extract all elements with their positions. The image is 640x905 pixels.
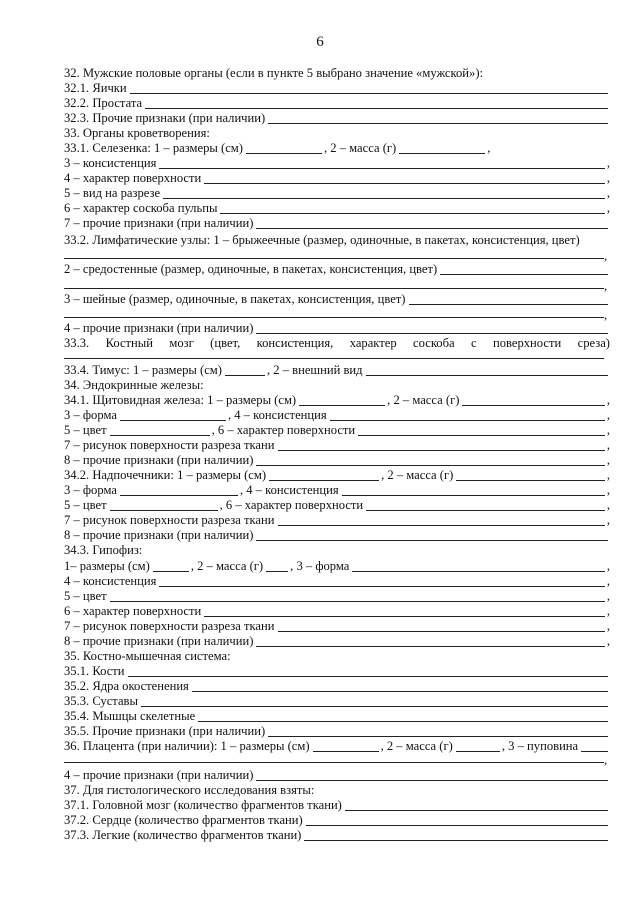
- adrenal-cut-pattern-input-line[interactable]: [278, 515, 605, 526]
- pituitary-cut-pattern-input-line[interactable]: [278, 621, 605, 632]
- field-37-3: 37.3. Легкие (количество фрагментов ткани): [64, 828, 610, 842]
- field-34-3: 34.3. Гипофиз:: [64, 543, 143, 557]
- spleen-cut-view-input-line[interactable]: [163, 188, 605, 199]
- adrenal-surface-input-line[interactable]: [366, 500, 605, 511]
- field-35-1: 35.1. Кости: [64, 664, 610, 678]
- field-34-3-4: 4 – консистенция ,: [64, 574, 610, 588]
- pituitary-consistency-input-line[interactable]: [159, 576, 604, 587]
- heart-fragments-input-line[interactable]: [306, 815, 608, 826]
- thyroid-other-input-line[interactable]: [256, 455, 604, 466]
- field-33-2-4: 4 – прочие признаки (при наличии): [64, 321, 610, 335]
- testes-input-line[interactable]: [130, 83, 608, 94]
- spleen-surface-input-line[interactable]: [204, 173, 605, 184]
- ossification-nuclei-input-line[interactable]: [192, 681, 608, 692]
- field-32-2: 32.2. Простата: [64, 96, 610, 110]
- field-33-2: 33.2. Лимфатические узлы: 1 – брыжеечные (размер, одиночные, в пакетах, консистенция, цвет): [64, 233, 580, 247]
- field-34-2-3: 3 – форма , 4 – консистенция ,: [64, 483, 610, 497]
- page-number: 6: [316, 34, 324, 50]
- field-34-1-7: 7 – рисунок поверхности разреза ткани ,: [64, 438, 610, 452]
- placenta-mass-input-line[interactable]: [456, 741, 500, 752]
- field-36-4: 4 – прочие признаки (при наличии): [64, 768, 610, 782]
- field-33-1-6: 6 – характер соскоба пульпы ,: [64, 201, 610, 215]
- field-32-1: 32.1. Яички: [64, 81, 610, 95]
- lymph-other-input-line[interactable]: [256, 323, 608, 334]
- field-33-1-5: 5 – вид на разрезе ,: [64, 186, 610, 200]
- pituitary-size-input-line[interactable]: [153, 561, 189, 572]
- field-34-2-8: 8 – прочие признаки (при наличии): [64, 528, 610, 542]
- section-35-heading: 35. Костно-мышечная система:: [64, 649, 231, 663]
- field-37-2: 37.2. Сердце (количество фрагментов ткани): [64, 813, 610, 827]
- other-signs-32-input-line[interactable]: [268, 113, 608, 124]
- field-34-2: 34.2. Надпочечники: 1 – размеры (см) , 2 – масса (г) ,: [64, 468, 610, 482]
- field-33-1: 33.1. Селезенка: 1 – размеры (см) , 2 – масса (г) ,: [64, 141, 491, 155]
- field-33-1-7: 7 – прочие признаки (при наличии): [64, 216, 610, 230]
- field-37-1: 37.1. Головной мозг (количество фрагментов ткани): [64, 798, 610, 812]
- field-34-3-5: 5 – цвет ,: [64, 589, 610, 603]
- pituitary-color-input-line[interactable]: [110, 591, 605, 602]
- field-34-3-7: 7 – рисунок поверхности разреза ткани ,: [64, 619, 610, 633]
- thyroid-consistency-input-line[interactable]: [330, 410, 605, 421]
- field-34-1: 34.1. Щитовидная железа: 1 – размеры (см) , 2 – масса (г) ,: [64, 393, 610, 407]
- bones-input-line[interactable]: [128, 666, 608, 677]
- pituitary-mass-input-line[interactable]: [266, 561, 288, 572]
- section-33-heading: 33. Органы кроветворения:: [64, 126, 210, 140]
- field-33-4: 33.4. Тимус: 1 – размеры (см) , 2 – внешний вид: [64, 363, 610, 377]
- field-32-3: 32.3. Прочие признаки (при наличии): [64, 111, 610, 125]
- section-32-heading: 32. Мужские половые органы (если в пункте 5 выбрано значение «мужской»):: [64, 66, 484, 80]
- field-36: 36. Плацента (при наличии): 1 – размеры (см) , 2 – масса (г) , 3 – пуповина: [64, 739, 610, 753]
- thyroid-mass-input-line[interactable]: [462, 395, 604, 406]
- spleen-other-input-line[interactable]: [256, 218, 608, 229]
- field-33-3: 33.3. Костный мозг (цвет, консистенция, характер соскоба с поверхности среза): [64, 336, 610, 350]
- field-35-5: 35.5. Прочие признаки (при наличии): [64, 724, 610, 738]
- adrenal-consistency-input-line[interactable]: [342, 485, 605, 496]
- pituitary-shape-input-line[interactable]: [352, 561, 604, 572]
- field-35-4: 35.4. Мышцы скелетные: [64, 709, 610, 723]
- thyroid-size-input-line[interactable]: [299, 395, 385, 406]
- skeletal-muscles-input-line[interactable]: [198, 711, 608, 722]
- adrenal-other-input-line[interactable]: [256, 530, 608, 541]
- pituitary-surface-input-line[interactable]: [204, 606, 605, 617]
- spleen-pulp-scraping-input-line[interactable]: [220, 203, 604, 214]
- thymus-appearance-input-line[interactable]: [366, 365, 608, 376]
- adrenal-color-input-line[interactable]: [110, 500, 218, 511]
- joints-input-line[interactable]: [141, 696, 608, 707]
- field-33-2-3: 3 – шейные (размер, одиночные, в пакетах, консистенция, цвет): [64, 292, 610, 306]
- section-37-heading: 37. Для гистологического исследования взяты:: [64, 783, 315, 797]
- lungs-fragments-input-line[interactable]: [304, 830, 608, 841]
- field-35-3: 35.3. Суставы: [64, 694, 610, 708]
- thyroid-cut-pattern-input-line[interactable]: [278, 440, 605, 451]
- field-34-3-8: 8 – прочие признаки (при наличии) ,: [64, 634, 610, 648]
- section-34-heading: 34. Эндокринные железы:: [64, 378, 204, 392]
- lymph-cervical-input-line[interactable]: [409, 294, 609, 305]
- lymph-mediastinal-continuation-line[interactable]: [64, 288, 604, 289]
- thymus-size-input-line[interactable]: [225, 365, 265, 376]
- lymph-cervical-continuation-line[interactable]: [64, 317, 604, 318]
- field-34-1-3: 3 – форма , 4 – консистенция ,: [64, 408, 610, 422]
- field-33-1-3: 3 – консистенция ,: [64, 156, 610, 170]
- placenta-size-input-line[interactable]: [313, 741, 379, 752]
- field-34-2-7: 7 – рисунок поверхности разреза ткани ,: [64, 513, 610, 527]
- other-signs-35-input-line[interactable]: [268, 726, 608, 737]
- bone-marrow-input-line[interactable]: [64, 358, 604, 359]
- field-35-2: 35.2. Ядра окостенения: [64, 679, 610, 693]
- spleen-mass-input-line[interactable]: [399, 143, 485, 154]
- thyroid-color-input-line[interactable]: [110, 425, 210, 436]
- field-34-1-8: 8 – прочие признаки (при наличии) ,: [64, 453, 610, 467]
- field-34-3-6: 6 – характер поверхности ,: [64, 604, 610, 618]
- field-34-1-5: 5 – цвет , 6 – характер поверхности ,: [64, 423, 610, 437]
- thyroid-surface-input-line[interactable]: [358, 425, 605, 436]
- thyroid-shape-input-line[interactable]: [120, 410, 226, 421]
- umbilical-cord-input-line[interactable]: [581, 741, 608, 752]
- adrenal-mass-input-line[interactable]: [456, 470, 604, 481]
- field-34-2-5: 5 – цвет , 6 – характер поверхности ,: [64, 498, 610, 512]
- field-33-1-4: 4 – характер поверхности ,: [64, 171, 610, 185]
- pituitary-other-input-line[interactable]: [256, 636, 604, 647]
- spleen-size-input-line[interactable]: [246, 143, 322, 154]
- spleen-consistency-input-line[interactable]: [159, 158, 604, 169]
- adrenal-size-input-line[interactable]: [269, 470, 379, 481]
- placenta-other-input-line[interactable]: [256, 770, 608, 781]
- field-33-2-2: 2 – средостенные (размер, одиночные, в пакетах, консистенция, цвет): [64, 262, 610, 276]
- brain-fragments-input-line[interactable]: [345, 800, 608, 811]
- adrenal-shape-input-line[interactable]: [120, 485, 238, 496]
- form-page: 6 32. Мужские половые органы (если в пункте 5 выбрано значение «мужской»): 32.1. Яички 32.2. Простата 32.3. Прочие признаки (при наличии) 33. Органы кроветворения: 33.1. Селезенка: 1 – размеры (см) , 2 – масса (г) , 3 – консистенция , 4 – характер поверхности , 5 – вид на разрезе , 6 – характер соскоба пульпы , 7 – прочие признаки (при наличии) 33.2. Лимфатические узлы: 1 – брыжеечные (размер, одиночные, в пакетах, консистенция, цвет) , 2 – средостенные (размер, одиночные, в пакетах, консистенция, цвет) , 3 – шейные (размер, одиночные, в пакетах, консистенция, цвет) , 4 – прочие признаки (при наличии) 33.3. Костный мозг (цвет, консистенция, характер соскоба с поверхности среза) 33.4. Тимус: 1 – размеры (см) , 2 – внешний вид 34. Эндокринные железы: 34.1. Щитовидная железа: 1 – размеры (см) , 2 – масса (г) , 3 – форма , 4 – консистенция , 5 – цвет , 6 – характер поверхности , 7 – рисунок поверхности разреза ткани , 8 – прочие признаки (при наличии) , 34.2. Надпочечники: 1 – размеры (см) , 2 – масса (г) , 3 – форма , 4 – консистенция , 5 – цвет , 6 – характер поверхности , 7 – рисунок поверхности разреза ткани , 8 – прочие признаки (при наличии) 34.3. Гипофиз: 1– размеры (см) , 2 – масса (г) , 3 – форма , 4 – консистенция , 5 – цвет , 6 – характер поверхности , 7 – рисунок поверхности разреза ткани , 8 – прочие признаки (при наличии) , 35. Костно-мышечная система: 35.1. Кости 35.2. Ядра окостенения 35.3. Суставы 35.4. Мышцы скелетные 35.5. Прочие признаки (при наличии) 36. Плацента (при наличии): 1 – размеры (см) , 2 – масса (г) , 3 – пуповина , 4 – прочие признаки (при наличии) 37. Для гистологического исследования взяты: 37.1. Головной мозг (количество фрагментов ткани) 37.2. Сердце (количество фрагментов ткани) 37.3. Легкие (количество фрагментов ткани): [0, 0, 640, 905]
- field-34-3-1: 1– размеры (см) , 2 – масса (г) , 3 – форма ,: [64, 559, 610, 573]
- prostate-input-line[interactable]: [145, 98, 608, 109]
- umbilical-cord-continuation-line[interactable]: [64, 762, 604, 763]
- lymph-mediastinal-input-line[interactable]: [440, 264, 608, 275]
- lymph-mesenteric-input-line[interactable]: [64, 258, 604, 259]
